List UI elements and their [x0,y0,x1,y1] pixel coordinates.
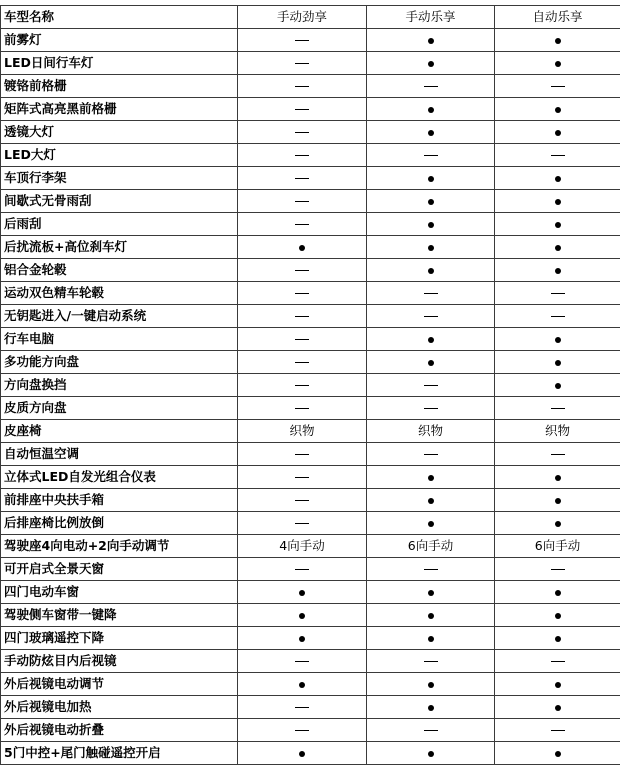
standard-dot-icon [428,176,434,182]
value-cell [495,213,620,236]
feature-name-cell: LED日间行车灯 [1,52,238,75]
value-cell [495,75,620,98]
standard-dot-icon [428,521,434,527]
value-cell [367,167,495,190]
not-available-dash-icon [424,155,438,156]
table-row [1,535,620,558]
value-text: 织物 [289,423,315,438]
table-row [1,144,620,167]
value-cell [238,121,367,144]
value-cell [367,696,495,719]
value-cell [367,443,495,466]
column-header-trim-1: 手动劲享 [238,6,367,29]
table-row [1,328,620,351]
value-text: 6向手动 [534,538,581,553]
not-available-dash-icon [424,730,438,731]
table-row [1,627,620,650]
standard-dot-icon [555,521,561,527]
value-cell [238,397,367,420]
not-available-dash-icon [424,86,438,87]
standard-dot-icon [428,337,434,343]
feature-name-cell: LED大灯 [1,144,238,167]
feature-name-cell: 后雨刮 [1,213,238,236]
table-row [1,282,620,305]
feature-name-cell: 外后视镜电动折叠 [1,719,238,742]
feature-name-cell: 四门玻璃遥控下降 [1,627,238,650]
value-cell [367,604,495,627]
table-row [1,75,620,98]
feature-name-cell: 可开启式全景天窗 [1,558,238,581]
standard-dot-icon [555,38,561,44]
column-header-trim-2: 手动乐享 [367,6,495,29]
value-cell [495,236,620,259]
value-cell [238,351,367,374]
value-cell [238,558,367,581]
spec-table [0,5,620,765]
standard-dot-icon [299,245,305,251]
standard-dot-icon [428,245,434,251]
table-row [1,397,620,420]
not-available-dash-icon [295,523,309,524]
standard-dot-icon [428,613,434,619]
table-row [1,190,620,213]
standard-dot-icon [428,751,434,757]
standard-dot-icon [555,268,561,274]
standard-dot-icon [555,383,561,389]
feature-name-cell: 无钥匙进入/一键启动系统 [1,305,238,328]
standard-dot-icon [299,751,305,757]
not-available-dash-icon [424,316,438,317]
value-cell [367,121,495,144]
standard-dot-icon [555,337,561,343]
not-available-dash-icon [551,661,565,662]
value-cell [238,489,367,512]
table-row [1,466,620,489]
feature-name-cell: 后排座椅比例放倒 [1,512,238,535]
standard-dot-icon [428,705,434,711]
value-cell [367,236,495,259]
value-cell [367,282,495,305]
feature-name-cell: 前排座中央扶手箱 [1,489,238,512]
table-row [1,52,620,75]
value-cell [238,535,367,558]
not-available-dash-icon [295,40,309,41]
value-cell [495,627,620,650]
value-cell [495,328,620,351]
value-cell [495,374,620,397]
value-cell [238,466,367,489]
table-row [1,443,620,466]
standard-dot-icon [299,590,305,596]
standard-dot-icon [555,705,561,711]
feature-name-cell: 车顶行李架 [1,167,238,190]
table-row [1,236,620,259]
not-available-dash-icon [295,132,309,133]
value-cell [367,305,495,328]
value-cell [238,213,367,236]
standard-dot-icon [299,682,305,688]
not-available-dash-icon [295,362,309,363]
value-cell [238,374,367,397]
standard-dot-icon [555,130,561,136]
value-cell [367,98,495,121]
value-cell [495,581,620,604]
standard-dot-icon [428,199,434,205]
value-cell [238,443,367,466]
not-available-dash-icon [424,408,438,409]
value-cell [367,213,495,236]
not-available-dash-icon [551,454,565,455]
value-cell [238,29,367,52]
not-available-dash-icon [295,178,309,179]
value-cell [238,282,367,305]
value-cell [238,144,367,167]
feature-name-cell: 透镜大灯 [1,121,238,144]
table-body [1,29,620,765]
value-cell [367,420,495,443]
not-available-dash-icon [551,316,565,317]
value-cell [367,351,495,374]
value-cell [367,627,495,650]
standard-dot-icon [428,360,434,366]
table-row [1,259,620,282]
value-cell [495,397,620,420]
standard-dot-icon [555,613,561,619]
table-row [1,604,620,627]
value-cell [238,696,367,719]
standard-dot-icon [428,498,434,504]
table-row [1,167,620,190]
feature-name-cell: 矩阵式高亮黑前格栅 [1,98,238,121]
value-cell [495,190,620,213]
value-cell [495,719,620,742]
feature-name-cell: 铝合金轮毂 [1,259,238,282]
not-available-dash-icon [424,293,438,294]
not-available-dash-icon [295,707,309,708]
table-header-row [1,6,620,29]
not-available-dash-icon [551,408,565,409]
value-cell [367,489,495,512]
value-cell [495,121,620,144]
column-header-model-name: 车型名称 [1,6,238,29]
value-cell [367,535,495,558]
table-row [1,696,620,719]
table-row [1,581,620,604]
table-row [1,650,620,673]
value-cell [367,29,495,52]
value-cell [495,604,620,627]
feature-name-cell: 5门中控+尾门触碰遥控开启 [1,742,238,765]
table-row [1,719,620,742]
not-available-dash-icon [295,270,309,271]
table-row [1,489,620,512]
standard-dot-icon [428,222,434,228]
standard-dot-icon [428,636,434,642]
column-header-trim-3: 自动乐享 [495,6,620,29]
not-available-dash-icon [295,155,309,156]
value-cell [495,29,620,52]
table-row [1,420,620,443]
value-cell [367,75,495,98]
feature-name-cell: 后扰流板+高位刹车灯 [1,236,238,259]
standard-dot-icon [428,107,434,113]
standard-dot-icon [299,636,305,642]
value-cell [238,512,367,535]
value-cell [367,581,495,604]
value-cell [367,742,495,765]
value-cell [367,466,495,489]
value-cell [238,98,367,121]
feature-name-cell: 四门电动车窗 [1,581,238,604]
standard-dot-icon [428,682,434,688]
value-cell [495,167,620,190]
not-available-dash-icon [424,569,438,570]
value-cell [495,98,620,121]
standard-dot-icon [555,61,561,67]
standard-dot-icon [428,268,434,274]
not-available-dash-icon [551,155,565,156]
standard-dot-icon [428,475,434,481]
table-row [1,305,620,328]
feature-name-cell: 运动双色精车轮毂 [1,282,238,305]
value-cell [238,75,367,98]
not-available-dash-icon [295,408,309,409]
not-available-dash-icon [295,477,309,478]
value-cell [495,650,620,673]
value-cell [495,282,620,305]
not-available-dash-icon [295,339,309,340]
value-cell [238,190,367,213]
standard-dot-icon [555,475,561,481]
value-cell [495,673,620,696]
value-cell [367,52,495,75]
not-available-dash-icon [551,293,565,294]
feature-name-cell: 皮座椅 [1,420,238,443]
standard-dot-icon [555,751,561,757]
value-cell [495,52,620,75]
value-cell [238,673,367,696]
value-cell [367,650,495,673]
not-available-dash-icon [295,293,309,294]
value-cell [367,374,495,397]
value-cell [367,397,495,420]
value-cell [495,351,620,374]
standard-dot-icon [555,222,561,228]
standard-dot-icon [555,245,561,251]
value-cell [238,52,367,75]
not-available-dash-icon [551,86,565,87]
not-available-dash-icon [295,86,309,87]
value-cell [495,443,620,466]
standard-dot-icon [428,38,434,44]
table-row [1,742,620,765]
standard-dot-icon [555,107,561,113]
not-available-dash-icon [424,661,438,662]
value-cell [238,420,367,443]
feature-name-cell: 行车电脑 [1,328,238,351]
value-cell [367,673,495,696]
not-available-dash-icon [295,661,309,662]
not-available-dash-icon [424,454,438,455]
value-cell [495,535,620,558]
not-available-dash-icon [295,316,309,317]
feature-name-cell: 外后视镜电动调节 [1,673,238,696]
feature-name-cell: 镀铬前格栅 [1,75,238,98]
value-cell [367,144,495,167]
value-cell [238,742,367,765]
feature-name-cell: 间歇式无骨雨刮 [1,190,238,213]
not-available-dash-icon [424,385,438,386]
value-cell [367,512,495,535]
value-text: 6向手动 [407,538,454,553]
not-available-dash-icon [295,730,309,731]
not-available-dash-icon [551,730,565,731]
value-cell [238,604,367,627]
value-cell [238,328,367,351]
feature-name-cell: 手动防炫目内后视镜 [1,650,238,673]
not-available-dash-icon [295,63,309,64]
table-row [1,121,620,144]
feature-name-cell: 立体式LED自发光组合仪表 [1,466,238,489]
standard-dot-icon [555,176,561,182]
table-row [1,351,620,374]
value-cell [495,259,620,282]
table-row [1,213,620,236]
feature-name-cell: 外后视镜电加热 [1,696,238,719]
value-cell [495,305,620,328]
value-cell [495,558,620,581]
feature-name-cell: 皮质方向盘 [1,397,238,420]
not-available-dash-icon [295,569,309,570]
value-cell [238,650,367,673]
value-cell [238,627,367,650]
value-text: 织物 [544,423,570,438]
value-cell [238,581,367,604]
standard-dot-icon [555,636,561,642]
value-cell [495,466,620,489]
feature-name-cell: 多功能方向盘 [1,351,238,374]
table-row [1,29,620,52]
value-cell [495,489,620,512]
value-text: 织物 [417,423,443,438]
standard-dot-icon [428,590,434,596]
not-available-dash-icon [295,109,309,110]
standard-dot-icon [555,682,561,688]
standard-dot-icon [555,199,561,205]
not-available-dash-icon [295,454,309,455]
not-available-dash-icon [295,500,309,501]
value-cell [238,236,367,259]
value-cell [495,144,620,167]
value-cell [238,719,367,742]
value-text: 4向手动 [279,538,325,553]
standard-dot-icon [555,498,561,504]
feature-name-cell: 自动恒温空调 [1,443,238,466]
not-available-dash-icon [295,201,309,202]
value-cell [367,558,495,581]
value-cell [495,512,620,535]
value-cell [238,305,367,328]
value-cell [367,719,495,742]
value-cell [367,259,495,282]
table-row [1,673,620,696]
table-row [1,98,620,121]
not-available-dash-icon [295,385,309,386]
feature-name-cell: 驾驶座4向电动+2向手动调节 [1,535,238,558]
standard-dot-icon [555,590,561,596]
standard-dot-icon [299,613,305,619]
feature-name-cell: 驾驶侧车窗带一键降 [1,604,238,627]
value-cell [495,742,620,765]
value-cell [367,190,495,213]
not-available-dash-icon [295,224,309,225]
value-cell [238,167,367,190]
not-available-dash-icon [551,569,565,570]
table-row [1,558,620,581]
standard-dot-icon [428,130,434,136]
value-cell [238,259,367,282]
value-cell [367,328,495,351]
feature-name-cell: 方向盘换挡 [1,374,238,397]
value-cell [495,420,620,443]
standard-dot-icon [555,360,561,366]
table-row [1,374,620,397]
value-cell [495,696,620,719]
table-row [1,512,620,535]
standard-dot-icon [428,61,434,67]
feature-name-cell: 前雾灯 [1,29,238,52]
